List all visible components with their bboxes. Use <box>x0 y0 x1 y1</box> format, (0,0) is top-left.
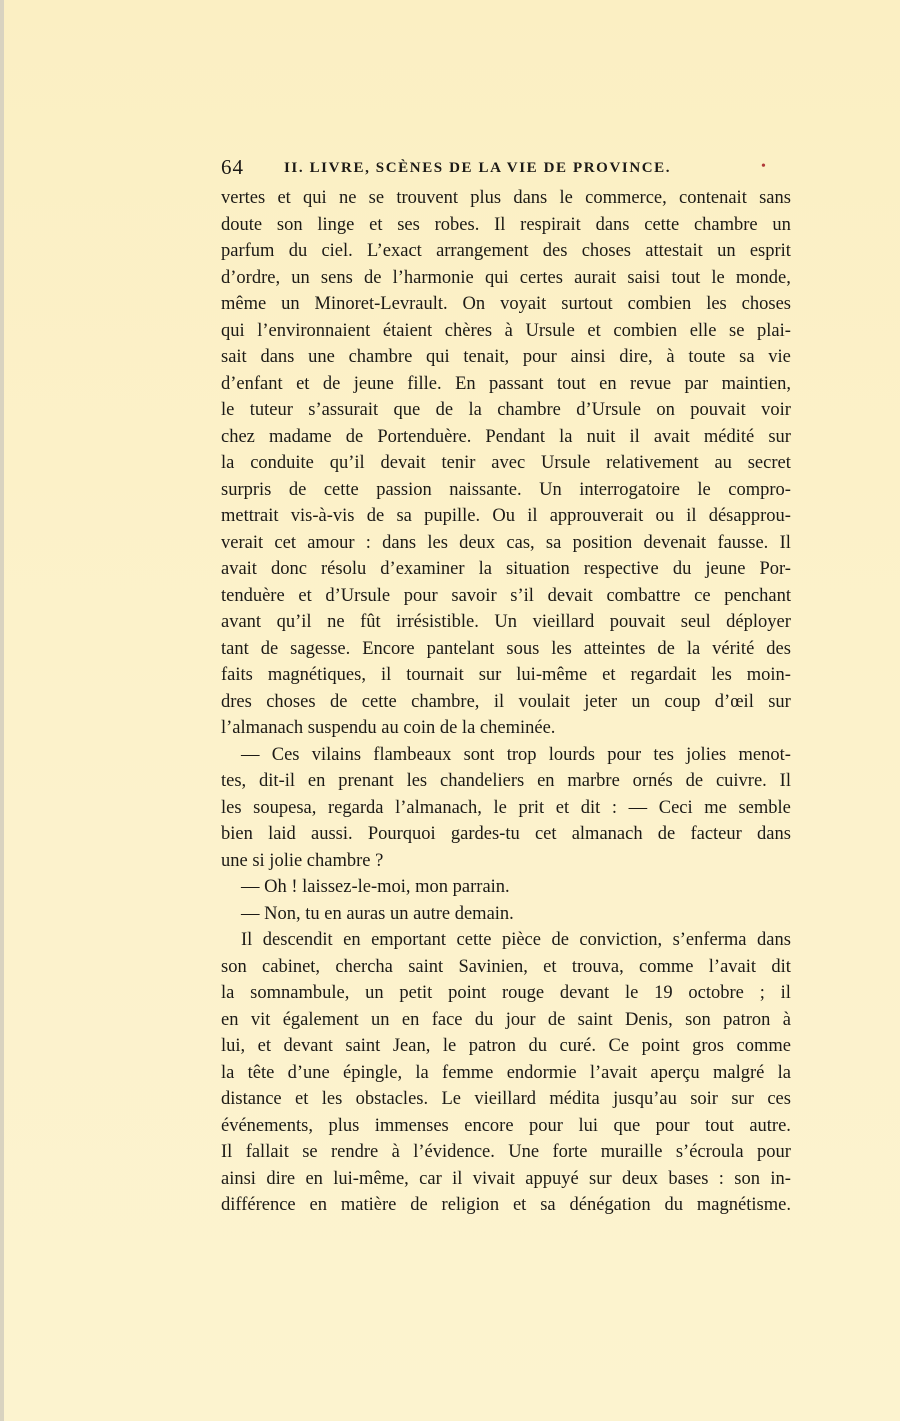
page-header <box>221 154 791 180</box>
text-line: surpris de cette passion naissante. Un interrogatoire le compro- <box>221 479 791 500</box>
text-line: Il fallait se rendre à l’évidence. Une forte muraille s’écroula pour <box>221 1142 791 1162</box>
text-line: la tête d’une épingle, la femme endormie l’avait aperçu malgré la <box>221 1062 791 1083</box>
text-line: — Oh ! laissez-le-moi, mon parrain. <box>241 877 510 897</box>
body-text <box>221 185 791 1219</box>
text-line: distance et les obstacles. Le vieillard médita jusqu’au soir sur ces <box>221 1089 791 1109</box>
text-line: les soupesa, regarda l’almanach, le prit et dit : — Ceci me semble <box>221 797 791 818</box>
text-line: sait dans une chambre qui tenait, pour ainsi dire, à toute sa vie <box>221 347 791 367</box>
text-line: parfum du ciel. L’exact arrangement des choses attestait un esprit <box>221 241 791 261</box>
text-line: d’ordre, un sens de l’harmonie qui certes aurait saisi tout le monde, <box>221 267 791 288</box>
text-line: son cabinet, chercha saint Savinien, et trouva, comme l’avait dit <box>221 956 791 977</box>
text-line: — Ces vilains flambeaux sont trop lourds pour tes jolies menot- <box>241 744 791 765</box>
text-line: doute son linge et ses robes. Il respirait dans cette chambre un <box>221 214 791 235</box>
text-line: une si jolie chambre ? <box>221 850 384 871</box>
text-line: lui, et devant saint Jean, le patron du curé. Ce point gros comme <box>221 1036 791 1056</box>
text-line: même un Minoret-Levrault. On voyait surtout combien les choses <box>221 294 791 314</box>
page-edge <box>0 0 4 1421</box>
text-line: avait donc résolu d’examiner la situation respective du jeune Por- <box>221 559 791 579</box>
text-line: d’enfant et de jeune fille. En passant tout en revue par maintien, <box>221 373 791 394</box>
text-line: tant de sagesse. Encore pantelant sous les atteintes de la vérité des <box>221 638 791 659</box>
text-line: dres choses de cette chambre, il voulait jeter un coup d’œil sur <box>221 691 791 712</box>
text-line: faits magnétiques, il tournait sur lui-même et regardait les moin- <box>221 665 791 685</box>
text-line: avant qu’il ne fût irrésistible. Un vieillard pouvait seul déployer <box>221 612 791 632</box>
text-line: ainsi dire en lui-même, car il vivait appuyé sur deux bases : son in- <box>221 1168 791 1189</box>
text-line: événements, plus immenses encore pour lui que pour tout autre. <box>221 1115 791 1136</box>
text-line: le tuteur s’assurait que de la chambre d’Ursule on pouvait voir <box>221 400 791 420</box>
text-line: Il descendit en emportant cette pièce de conviction, s’enferma dans <box>241 930 791 950</box>
text-line: différence en matière de religion et sa dénégation du magnétisme. <box>221 1195 791 1215</box>
text-line: verait cet amour : dans les deux cas, sa position devenait fausse. Il <box>221 532 791 553</box>
text-line: tes, dit-il en prenant les chandeliers en marbre ornés de cuivre. Il <box>221 771 791 791</box>
header-mark: • <box>761 159 766 174</box>
text-line: vertes et qui ne se trouvent plus dans le commerce, contenait sans <box>221 188 791 208</box>
text-line: bien laid aussi. Pourquoi gardes-tu cet almanach de facteur dans <box>221 824 791 844</box>
page-number: 64 <box>221 155 244 179</box>
text-line: la somnambule, un petit point rouge devant le 19 octobre ; il <box>221 983 791 1003</box>
text-line: l’almanach suspendu au coin de la cheminée. <box>221 718 556 738</box>
text-line: tenduère et d’Ursule pour savoir s’il devait combattre ce penchant <box>221 585 791 606</box>
text-line: en vit également un en face du jour de saint Denis, son patron à <box>221 1009 791 1030</box>
text-line: — Non, tu en auras un autre demain. <box>241 903 514 924</box>
running-head: II. LIVRE, SCÈNES DE LA VIE DE PROVINCE. <box>284 160 672 176</box>
text-line: la conduite qu’il devait tenir avec Ursule relativement au secret <box>221 453 791 473</box>
text-line: mettrait vis-à-vis de sa pupille. Ou il approuverait ou il désapprou- <box>221 506 791 526</box>
text-line: qui l’environnaient étaient chères à Ursule et combien elle se plai- <box>221 320 791 341</box>
text-line: chez madame de Portenduère. Pendant la nuit il avait médité sur <box>221 426 791 447</box>
